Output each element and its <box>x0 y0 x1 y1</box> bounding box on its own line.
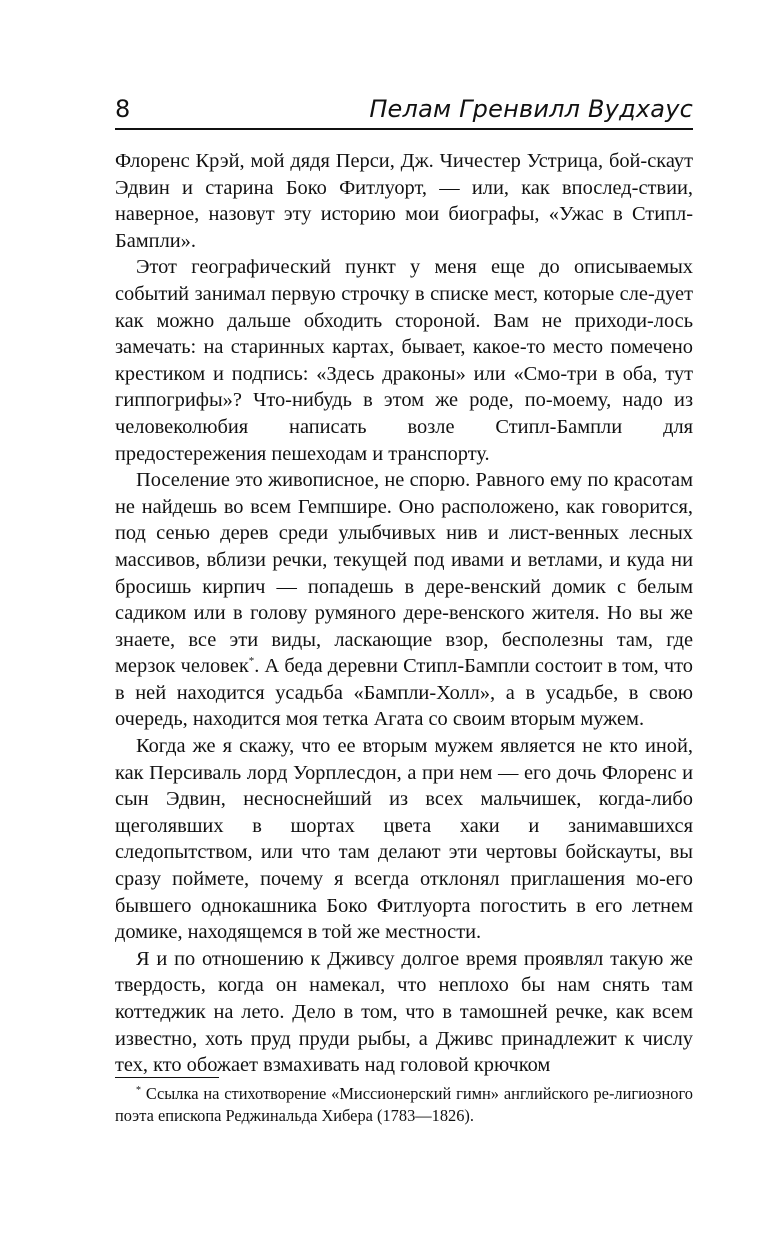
body-text <box>115 148 693 1079</box>
paragraph-text: Поселение это живописное, не спорю. Равного ему по красотам не найдешь во всем Гемпшире. Оно расположено, как говорится, под сенью дерев среди улыбчивых нив и лист-венных лесных массивов, вблизи речки, текущей под ивами и ветлами, и куда ни бросишь кирпич — попадешь в дере-венский домик с белым садиком или в голову румяного дере-венского жителя. Но вы же знаете, все эти виды, ласкающие взор, бесполезны там, где мерзок человек <box>115 469 693 678</box>
footnote-text: Ссылка на стихотворение «Миссионерский гимн» английского ре-лигиозного поэта епископа Реджинальда Хибера (1783—1826). <box>115 1084 693 1125</box>
footnote <box>115 1083 693 1127</box>
paragraph: Я и по отношению к Дживсу долгое время проявлял такую же твердость, когда он намекал, что неплохо бы нам снять там коттеджик на лето. Дело в том, что в тамошней речке, как всем известно, хоть пруд пруди рыбы, а Дживс принадлежит к числу тех, кто обожает взмахивать над головой крючком <box>115 947 693 1077</box>
paragraph: Флоренс Крэй, мой дядя Перси, Дж. Чичестер Устрица, бой-скаут Эдвин и старина Боко Фитлуорт, — или, как впослед-ствии, наверное, назовут эту историю мои биографы, «Ужас в Стипл-Бампли». <box>115 150 693 252</box>
header-rule <box>115 128 693 130</box>
paragraph: Когда же я скажу, что ее вторым мужем является не кто иной, как Персиваль лорд Уорплесдон, а при нем — его дочь Флоренс и сын Эдвин, несноснейший из всех мальчишек, когда-либо щеголявших в шортах цвета хаки и занимавшихся следопытством, или что там делают эти чертовы бойскауты, вы сразу поймете, почему я всегда отклонял приглашения мо-его бывшего однокашника Боко Фитлуорта погостить в его летнем домике, находящемся в той же местности. <box>115 735 693 944</box>
page-header <box>115 88 693 124</box>
paragraph-text: . А беда деревни Стипл-Бампли состоит в том, что в ней находится усадьба «Бампли-Холл», а в усадьбе, в свою очередь, находится моя тетка Агата со своим вторым мужем. <box>115 655 693 731</box>
footnote-rule <box>115 1077 219 1078</box>
footnote-reference[interactable]: * <box>248 655 255 668</box>
page-number: 8 <box>115 95 131 123</box>
paragraph: Этот географический пункт у меня еще до описываемых событий занимал первую строчку в списке мест, которые сле-дует как можно дальше обходить стороной. Вам не приходи-лось замечать: на старинных картах, бывает, какое-то место помечено крестиком и подпись: «Здесь драконы» или «Смо-три в оба, тут гиппогрифы»? Что-нибудь в этом же роде, по-моему, надо из человеколюбия написать возле Стипл-Бампли для предостережения пешеходам и транспорту. <box>115 256 693 465</box>
paragraph <box>115 467 693 733</box>
running-title: Пелам Гренвилл Вудхаус <box>369 95 693 123</box>
footnote-mark: * <box>136 1085 141 1096</box>
